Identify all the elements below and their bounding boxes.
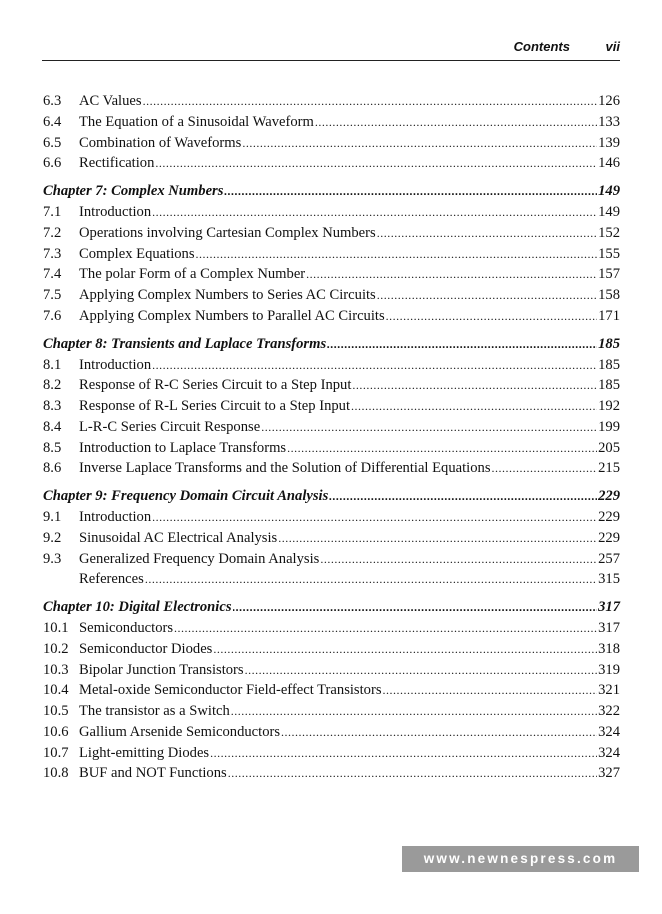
dot-leader	[377, 223, 597, 244]
page-number: 185	[598, 377, 620, 394]
toc-section-entry	[43, 223, 620, 244]
section-title: Inverse Laplace Transforms and the Solution of Differential Equations	[79, 460, 491, 477]
section-number: 7.6	[43, 307, 62, 324]
dot-leader	[320, 549, 597, 570]
toc-chapter-entry	[43, 597, 620, 618]
page-number: 199	[598, 418, 620, 435]
section-title: BUF and NOT Functions	[79, 765, 227, 782]
page-number: 157	[598, 266, 620, 283]
section-title: Generalized Frequency Domain Analysis	[79, 550, 320, 567]
dot-leader	[386, 306, 597, 327]
section-number: 7.4	[43, 266, 62, 283]
section-number: 10.1	[43, 620, 69, 636]
page-number: 257	[598, 550, 620, 567]
dot-leader	[145, 569, 597, 590]
toc-section-entry	[43, 438, 620, 459]
toc-section-entry	[43, 569, 620, 590]
dot-leader	[315, 112, 597, 133]
dot-leader	[306, 264, 597, 285]
chapter-title: Chapter 10: Digital Electronics	[43, 599, 232, 615]
section-number: 6.5	[43, 134, 62, 151]
toc-section-entry	[43, 528, 620, 549]
section-number: 10.8	[43, 765, 69, 782]
section-number: 7.2	[43, 224, 62, 241]
page-number: 317	[598, 599, 620, 615]
page-number: 324	[598, 723, 620, 740]
section-title: Applying Complex Numbers to Parallel AC Circuits	[79, 307, 385, 324]
dot-leader	[152, 507, 597, 528]
section-title: Introduction	[79, 204, 152, 220]
section-title: The polar Form of a Complex Number	[79, 266, 306, 283]
section-number: 10.2	[43, 640, 69, 657]
toc-section-entry	[43, 660, 620, 681]
section-title: Gallium Arsenide Semiconductors	[79, 723, 281, 740]
section-number: 7.3	[43, 245, 62, 262]
section-title: Introduction to Laplace Transforms	[79, 439, 287, 456]
dot-leader	[210, 743, 597, 764]
toc-section-entry	[43, 701, 620, 722]
section-title: References	[79, 571, 144, 588]
toc-section-entry	[43, 722, 620, 743]
toc-section-entry	[43, 375, 620, 396]
toc-section-entry	[43, 507, 620, 528]
page-number: 185	[598, 356, 620, 373]
dot-leader	[351, 396, 597, 417]
dot-leader	[213, 639, 597, 660]
section-number: 10.4	[43, 682, 69, 699]
toc-section-entry	[43, 458, 620, 479]
section-number: 7.1	[43, 204, 62, 220]
section-title: Response of R-C Series Circuit to a Step Input	[79, 377, 352, 394]
page-number: 229	[598, 488, 620, 504]
toc-section-entry	[43, 743, 620, 764]
page-number: 327	[598, 765, 620, 782]
dot-leader	[196, 244, 598, 265]
toc-section-entry	[43, 355, 620, 376]
dot-leader	[352, 375, 597, 396]
table-of-contents	[43, 91, 620, 784]
toc-section-entry	[43, 244, 620, 265]
publisher-url-banner	[402, 846, 639, 872]
page-number: 229	[598, 529, 620, 546]
page-number: 321	[598, 682, 620, 699]
section-number: 6.4	[43, 113, 62, 130]
section-number: 8.1	[43, 356, 62, 373]
section-number: 6.6	[43, 155, 62, 172]
dot-leader	[492, 458, 598, 479]
page-number: 158	[598, 287, 620, 303]
toc-section-entry	[43, 133, 620, 154]
toc-section-entry	[43, 396, 620, 417]
page-number: 146	[598, 155, 620, 172]
section-title: AC Values	[79, 93, 142, 109]
page-number: 192	[598, 398, 620, 414]
section-title: Bipolar Junction Transistors	[79, 661, 244, 678]
section-title: Complex Equations	[79, 245, 195, 262]
section-number: 9.3	[43, 550, 62, 567]
header-title: Contents	[513, 39, 570, 54]
section-title: Response of R-L Series Circuit to a Step Input	[79, 398, 351, 414]
section-number: 6.3	[43, 93, 62, 109]
toc-chapter-entry	[43, 334, 620, 355]
dot-leader	[377, 285, 597, 306]
section-title: Operations involving Cartesian Complex Numbers	[79, 224, 376, 241]
toc-section-entry	[43, 264, 620, 285]
page-number: 133	[598, 113, 620, 130]
dot-leader	[152, 202, 597, 223]
dot-leader	[383, 680, 598, 701]
toc-section-entry	[43, 112, 620, 133]
page-number: 315	[598, 571, 620, 588]
dot-leader	[228, 763, 597, 784]
page-number: 318	[598, 640, 620, 657]
page-number: 215	[598, 460, 620, 477]
page-number: 152	[598, 224, 620, 241]
toc-section-entry	[43, 417, 620, 438]
section-title: Semiconductors	[79, 620, 174, 636]
dot-leader	[143, 91, 598, 112]
toc-section-entry	[43, 763, 620, 784]
publisher-url: www.newnespress.com	[423, 851, 618, 866]
toc-section-entry	[43, 306, 620, 327]
section-title: Metal-oxide Semiconductor Field-effect Transistors	[79, 682, 382, 699]
page-number: 155	[598, 245, 620, 262]
section-number: 10.6	[43, 723, 69, 740]
toc-section-entry	[43, 202, 620, 223]
toc-section-entry	[43, 153, 620, 174]
dot-leader	[327, 334, 597, 355]
page-number: 319	[598, 661, 620, 678]
section-title: Introduction	[79, 509, 152, 525]
dot-leader	[242, 133, 597, 154]
section-title: The transistor as a Switch	[79, 703, 230, 719]
page-number: 139	[598, 134, 620, 151]
page-number: 317	[598, 620, 620, 636]
toc-section-entry	[43, 639, 620, 660]
page-number: 324	[598, 744, 620, 761]
dot-leader	[245, 660, 598, 681]
section-number: 10.3	[43, 661, 69, 678]
page-number: 149	[598, 204, 620, 220]
dot-leader	[174, 618, 597, 639]
section-title: L-R-C Series Circuit Response	[79, 418, 261, 435]
dot-leader	[224, 181, 597, 202]
section-title: Introduction	[79, 356, 152, 373]
header-page-number: vii	[605, 39, 620, 54]
page-number: 185	[598, 335, 620, 352]
section-title: Combination of Waveforms	[79, 134, 242, 151]
section-number: 8.3	[43, 398, 62, 414]
dot-leader	[281, 722, 597, 743]
page-number: 126	[598, 93, 620, 109]
toc-section-entry	[43, 285, 620, 306]
section-title: Rectification	[79, 155, 155, 172]
section-title: Applying Complex Numbers to Series AC Circuits	[79, 287, 376, 303]
page-number: 205	[598, 439, 620, 456]
dot-leader	[261, 417, 597, 438]
toc-section-entry	[43, 549, 620, 570]
section-number: 9.2	[43, 529, 62, 546]
dot-leader	[329, 486, 597, 507]
section-number: 8.6	[43, 460, 62, 477]
toc-chapter-entry	[43, 486, 620, 507]
section-title: The Equation of a Sinusoidal Waveform	[79, 113, 314, 130]
section-title: Semiconductor Diodes	[79, 640, 213, 657]
section-number: 8.5	[43, 439, 62, 456]
toc-chapter-entry	[43, 181, 620, 202]
section-number: 8.4	[43, 418, 62, 435]
dot-leader	[233, 597, 598, 618]
section-number: 10.7	[43, 744, 69, 761]
dot-leader	[155, 153, 597, 174]
toc-section-entry	[43, 91, 620, 112]
section-number: 10.5	[43, 703, 69, 719]
dot-leader	[278, 528, 597, 549]
section-number: 9.1	[43, 509, 62, 525]
page-number: 229	[598, 509, 620, 525]
section-title: Sinusoidal AC Electrical Analysis	[79, 529, 278, 546]
section-number: 8.2	[43, 377, 62, 394]
chapter-title: Chapter 8: Transients and Laplace Transforms	[43, 335, 327, 352]
section-title: Light-emitting Diodes	[79, 744, 210, 761]
page-number: 149	[598, 183, 620, 199]
page-number: 171	[598, 307, 620, 324]
toc-section-entry	[43, 680, 620, 701]
page-number: 322	[598, 703, 620, 719]
running-header	[42, 36, 620, 61]
chapter-title: Chapter 7: Complex Numbers	[43, 183, 224, 199]
toc-section-entry	[43, 618, 620, 639]
chapter-title: Chapter 9: Frequency Domain Circuit Analysis	[43, 488, 329, 504]
dot-leader	[287, 438, 597, 459]
section-number: 7.5	[43, 287, 62, 303]
dot-leader	[231, 701, 597, 722]
dot-leader	[152, 355, 597, 376]
